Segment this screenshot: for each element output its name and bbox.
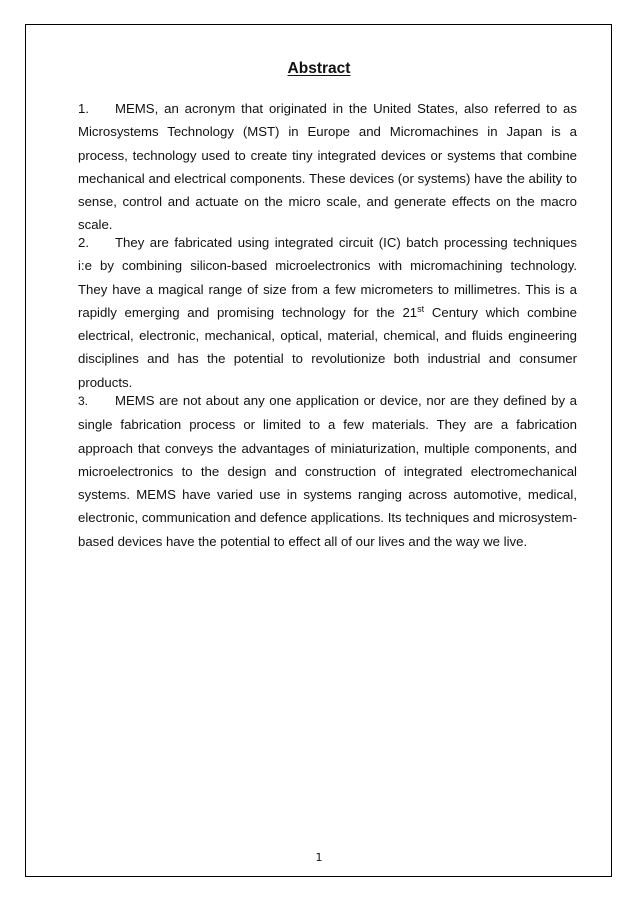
- page-title: Abstract: [287, 60, 351, 77]
- paragraph-1-number: 1.: [78, 101, 89, 116]
- paragraph-3-number: 3.: [78, 394, 89, 408]
- paragraph-3-text: MEMS are not about any one application or device, nor are they defined by a single fabrication process or limited to a few materials. They are a fabrication approach that conveys the advantages of miniaturization, multiple components, and microelectronics to the design and construction of integrated electromechanical systems. MEMS have varied use in systems ranging across automotive, medical, electronic, communication and defence applications. Its techniques and microsystem-based devices have the potential to effect all of our lives and the way we live.: [78, 393, 577, 549]
- paragraph-1-text: MEMS, an acronym that originated in the United States, also referred to as Microsystems Technology (MST) in Europe and Micromachines in Japan is a process, technology used to create tiny integrated devices or systems that combine mechanical and electrical components. These devices (or systems) have the ability to sense, control and actuate on the micro scale, and generate effects on the macro scale.: [78, 101, 577, 233]
- ordinal-superscript: st: [417, 303, 425, 314]
- paragraph-1: [78, 97, 577, 237]
- paragraph-3: [78, 389, 577, 553]
- paragraph-2-text-start: They are fabricated using integrated circuit (IC) batch processing techniques i:e by combining silicon-based microelectronics with micromachining technology. They have a magical range of size from a few micrometers to millimetres. This is a rapidly emerging and promising technology for the 21: [78, 235, 577, 320]
- paragraph-2: [78, 231, 577, 394]
- page-number: 1: [315, 851, 323, 864]
- paragraph-2-text-end: Century which combine electrical, electronic, mechanical, optical, material, chemical, and fluids engineering disciplines and has the potential to revolutionize both industrial and consumer products.: [78, 304, 577, 390]
- paragraph-2-number: 2.: [78, 235, 89, 250]
